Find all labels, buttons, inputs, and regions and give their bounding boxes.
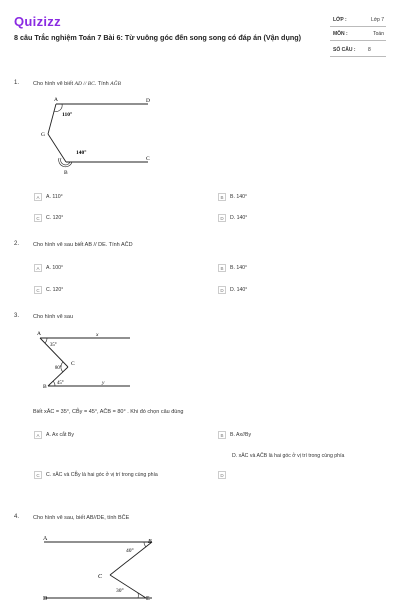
option-c[interactable]: [34, 214, 63, 222]
question-count-value: 8: [368, 47, 371, 53]
option-text: D. 140°: [230, 215, 248, 221]
label-g: G: [41, 132, 45, 138]
option-b[interactable]: [218, 193, 247, 201]
label-y: y: [102, 380, 105, 386]
option-d-box-only[interactable]: [218, 471, 230, 479]
option-letter-box: B: [218, 264, 226, 272]
option-letter-box: D: [218, 214, 226, 222]
label-d: D: [43, 596, 48, 600]
quizizz-logo: Quizizz: [14, 14, 61, 29]
option-d[interactable]: [218, 286, 247, 294]
option-a[interactable]: [34, 193, 63, 201]
meta-divider: [330, 40, 386, 41]
q1-figure: [38, 94, 158, 184]
question-math: AD // BC: [74, 81, 95, 87]
option-letter-box: A: [34, 264, 42, 272]
meta-divider: [330, 26, 386, 27]
angle-mark-b: [144, 542, 146, 547]
angle-110-label: 110°: [62, 112, 73, 118]
label-b: B: [64, 170, 68, 176]
angle-mark-b: [53, 381, 55, 386]
option-d[interactable]: [218, 214, 247, 222]
option-text: D. 140°: [230, 287, 248, 293]
label-d: D: [146, 98, 150, 104]
page-title: 8 câu Trắc nghiệm Toán 7 Bài 6: Từ vuông góc đến song song có đáp án (Vận dụng): [14, 33, 302, 42]
angle-30-label: 30°: [116, 588, 124, 594]
question-text-mid: . Tính: [94, 81, 111, 87]
subject-label: MÔN :: [333, 31, 348, 37]
option-b[interactable]: [218, 264, 247, 272]
label-x: x: [96, 332, 99, 338]
meta-divider: [330, 56, 386, 57]
label-c: C: [98, 574, 103, 580]
subject-value: Toán: [373, 31, 384, 37]
option-letter-box: C: [34, 214, 42, 222]
option-text: B. 140°: [230, 265, 248, 271]
option-letter-box: A: [34, 193, 42, 201]
question-count-label: SỐ CÂU :: [333, 47, 356, 53]
label-a: A: [54, 97, 58, 103]
option-letter-box: B: [218, 431, 226, 439]
label-c: C: [71, 361, 75, 367]
class-label: LỚP :: [333, 17, 347, 23]
option-letter-box: C: [34, 471, 42, 479]
option-a[interactable]: [34, 264, 63, 272]
label-e: E: [146, 596, 150, 600]
question-number: 3.: [14, 313, 20, 319]
segment-gb: [48, 134, 66, 162]
question-number: 2.: [14, 241, 20, 247]
option-text: A. Ax cắt By: [46, 432, 74, 438]
question-text: Cho hình vẽ sau: [33, 314, 74, 320]
option-text: A. 100°: [46, 265, 64, 271]
given-text: Biết xÂC = 35°, CB̂y = 45°, AĈB = 80° . Khi đó chọn câu đúng: [33, 409, 184, 415]
question-angle: AĜB: [110, 81, 121, 87]
question-text: Cho hình vẽ sau, biết AB//DE, tính BĈE: [33, 515, 130, 521]
label-c: C: [146, 156, 150, 162]
angle-45-label: 45°: [57, 381, 64, 386]
angle-35-label: 35°: [50, 343, 57, 348]
angle-140-label: 140°: [76, 150, 87, 156]
option-a[interactable]: [34, 431, 74, 439]
option-letter-box: D: [218, 471, 226, 479]
question-text: [33, 81, 121, 87]
q4-figure: [36, 531, 160, 600]
angle-mark-a: [45, 338, 47, 343]
question-text: Cho hình vẽ sau biết AB // DE. Tính AĈD: [33, 242, 133, 248]
option-c[interactable]: [34, 286, 63, 294]
option-b[interactable]: [218, 431, 251, 439]
q3-figure: [34, 326, 144, 394]
question-number: 4.: [14, 514, 20, 520]
option-text: B. Ax//By: [230, 432, 252, 438]
label-b: B: [43, 384, 47, 390]
angle-40-label: 40°: [126, 548, 134, 554]
option-d-text[interactable]: D. xÂC và AĈB là hai góc ở vị trí trong cùng phía: [232, 453, 345, 459]
option-letter-box: A: [34, 431, 42, 439]
option-text: A. 110°: [46, 194, 63, 200]
class-value: Lớp 7: [370, 17, 384, 23]
segment-ag: [48, 104, 56, 134]
option-text: C. xÂC và CB̂y là hai góc ở vị trí trong cùng phía: [46, 472, 158, 478]
option-letter-box: D: [218, 286, 226, 294]
option-text: C. 120°: [46, 287, 64, 293]
question-text-prefix: Cho hình vẽ biết: [33, 81, 75, 87]
option-text: B. 140°: [230, 194, 248, 200]
question-number: 1.: [14, 80, 20, 86]
label-a: A: [37, 331, 41, 337]
option-text: C. 120°: [46, 215, 64, 221]
option-letter-box: C: [34, 286, 42, 294]
segment-ce: [110, 575, 146, 598]
angle-80-label: 80°: [55, 366, 62, 371]
label-a: A: [43, 536, 48, 542]
option-letter-box: B: [218, 193, 226, 201]
option-c[interactable]: [34, 471, 158, 479]
label-b: B: [148, 539, 152, 545]
